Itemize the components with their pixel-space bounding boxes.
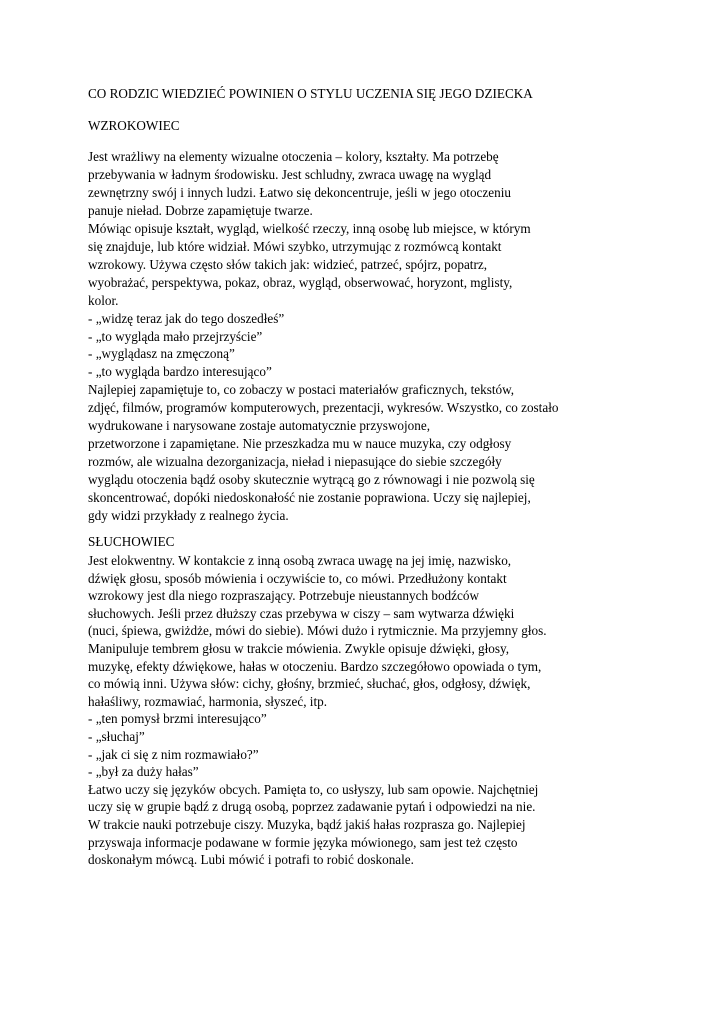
text-line: wyglądu otoczenia bądź osoby skutecznie wytrącą go z równowagi i nie pozwolą się xyxy=(88,472,535,488)
text-line: panuje nieład. Dobrze zapamiętuje twarze. xyxy=(88,202,313,218)
text-line: zewnętrzny swój i innych ludzi. Łatwo się dekoncentruje, jeśli w jego otoczeniu xyxy=(88,184,511,200)
text-line: - „ten pomysł brzmi interesująco” xyxy=(88,711,267,727)
text-line: wyobrażać, perspektywa, pokaz, obraz, wygląd, obserwować, horyzont, mglisty, xyxy=(88,274,513,290)
text-line: (nuci, śpiewa, gwiżdże, mówi do siebie). Mówi dużo i rytmicznie. Ma przyjemny głos. xyxy=(88,623,547,639)
section-heading-sluchowiec: SŁUCHOWIEC xyxy=(88,534,175,549)
text-line: gdy widzi przykłady z realnego życia. xyxy=(88,508,289,523)
text-line: - „wyglądasz na zmęczoną” xyxy=(88,346,235,362)
text-line: co mówią inni. Używa słów: cichy, głośny, brzmieć, słuchać, głos, odgłosy, dźwięk, xyxy=(88,676,531,692)
text-line: uczy się w grupie bądź z drugą osobą, poprzez zadawanie pytań i odpowiedzi na nie. xyxy=(88,799,536,815)
text-line: - „to wygląda bardzo interesująco” xyxy=(88,364,272,380)
text-line: Łatwo uczy się języków obcych. Pamięta to, co usłyszy, lub sam opowie. Najchętniej xyxy=(88,781,539,797)
text-line: wzrokowy jest dla niego rozpraszający. Potrzebuje nieustannych bodźców xyxy=(88,588,479,604)
document-title: CO RODZIC WIEDZIEĆ POWINIEN O STYLU UCZENIA SIĘ JEGO DZIECKA xyxy=(88,86,533,101)
section-heading-wzrokowiec: WZROKOWIEC xyxy=(88,118,180,133)
text-line: hałaśliwy, rozmawiać, harmonia, słyszeć, itp. xyxy=(88,693,328,709)
text-line: skoncentrować, dopóki niedoskonałość nie zostanie poprawiona. Uczy się najlepiej, xyxy=(88,490,531,506)
text-line: - „widzę teraz jak do tego doszedłeś” xyxy=(88,310,285,326)
text-line: doskonałym mówcą. Lubi mówić i potrafi to robić doskonale. xyxy=(88,852,414,868)
text-line: Najlepiej zapamiętuje to, co zobaczy w postaci materiałów graficznych, tekstów, xyxy=(88,382,515,398)
text-line: Mówiąc opisuje kształt, wygląd, wielkość rzeczy, inną osobę lub miejsce, w którym xyxy=(88,220,531,236)
text-line: - „jak ci się z nim rozmawiało?” xyxy=(88,746,259,762)
text-line: Jest wrażliwy na elementy wizualne otoczenia – kolory, kształty. Ma potrzebę xyxy=(88,149,499,164)
text-line: kolor. xyxy=(88,292,119,308)
text-line: dźwięk głosu, sposób mówienia i oczywiście to, co mówi. Przedłużony kontakt xyxy=(88,570,507,586)
text-line: wzrokowy. Używa często słów takich jak: widzieć, patrzeć, spójrz, popatrz, xyxy=(88,256,488,272)
text-line: wydrukowane i narysowane zostaje automatycznie przyswojone, xyxy=(88,418,431,434)
text-line: przetworzone i zapamiętane. Nie przeszkadza mu w nauce muzyka, czy odgłosy xyxy=(88,436,512,452)
text-line: W trakcie nauki potrzebuje ciszy. Muzyka, bądź jakiś hałas rozprasza go. Najlepiej xyxy=(88,817,526,832)
text-line: muzykę, efekty dźwiękowe, hałas w otoczeniu. Bardzo szczegółowo opowiada o tym, xyxy=(88,658,542,674)
text-line: przyswaja informacje podawane w formie języka mówionego, sam jest też często xyxy=(88,834,518,850)
text-line: przebywania w ładnym środowisku. Jest schludny, zwraca uwagę na wygląd xyxy=(88,166,492,182)
text-line: się znajduje, lub które widział. Mówi szybko, utrzymując z rozmówcą kontakt xyxy=(88,238,502,254)
text-line: rozmów, ale wizualna dezorganizacja, nieład i niepasujące do siebie szczegóły xyxy=(88,454,502,470)
text-line: Manipuluje tembrem głosu w trakcie mówienia. Zwykle opisuje dźwięki, głosy, xyxy=(88,641,510,656)
text-line: zdjęć, filmów, programów komputerowych, prezentacji, wykresów. Wszystko, co zostało xyxy=(88,400,559,416)
text-line: słuchowych. Jeśli przez dłuższy czas przebywa w ciszy – sam wytwarza dźwięki xyxy=(88,605,515,621)
text-line: - „to wygląda mało przejrzyście” xyxy=(88,328,263,344)
text-line: - „słuchaj” xyxy=(88,729,145,744)
text-line: - „był za duży hałas” xyxy=(88,764,199,780)
text-line: Jest elokwentny. W kontakcie z inną osobą zwraca uwagę na jej imię, nazwisko, xyxy=(88,553,512,568)
